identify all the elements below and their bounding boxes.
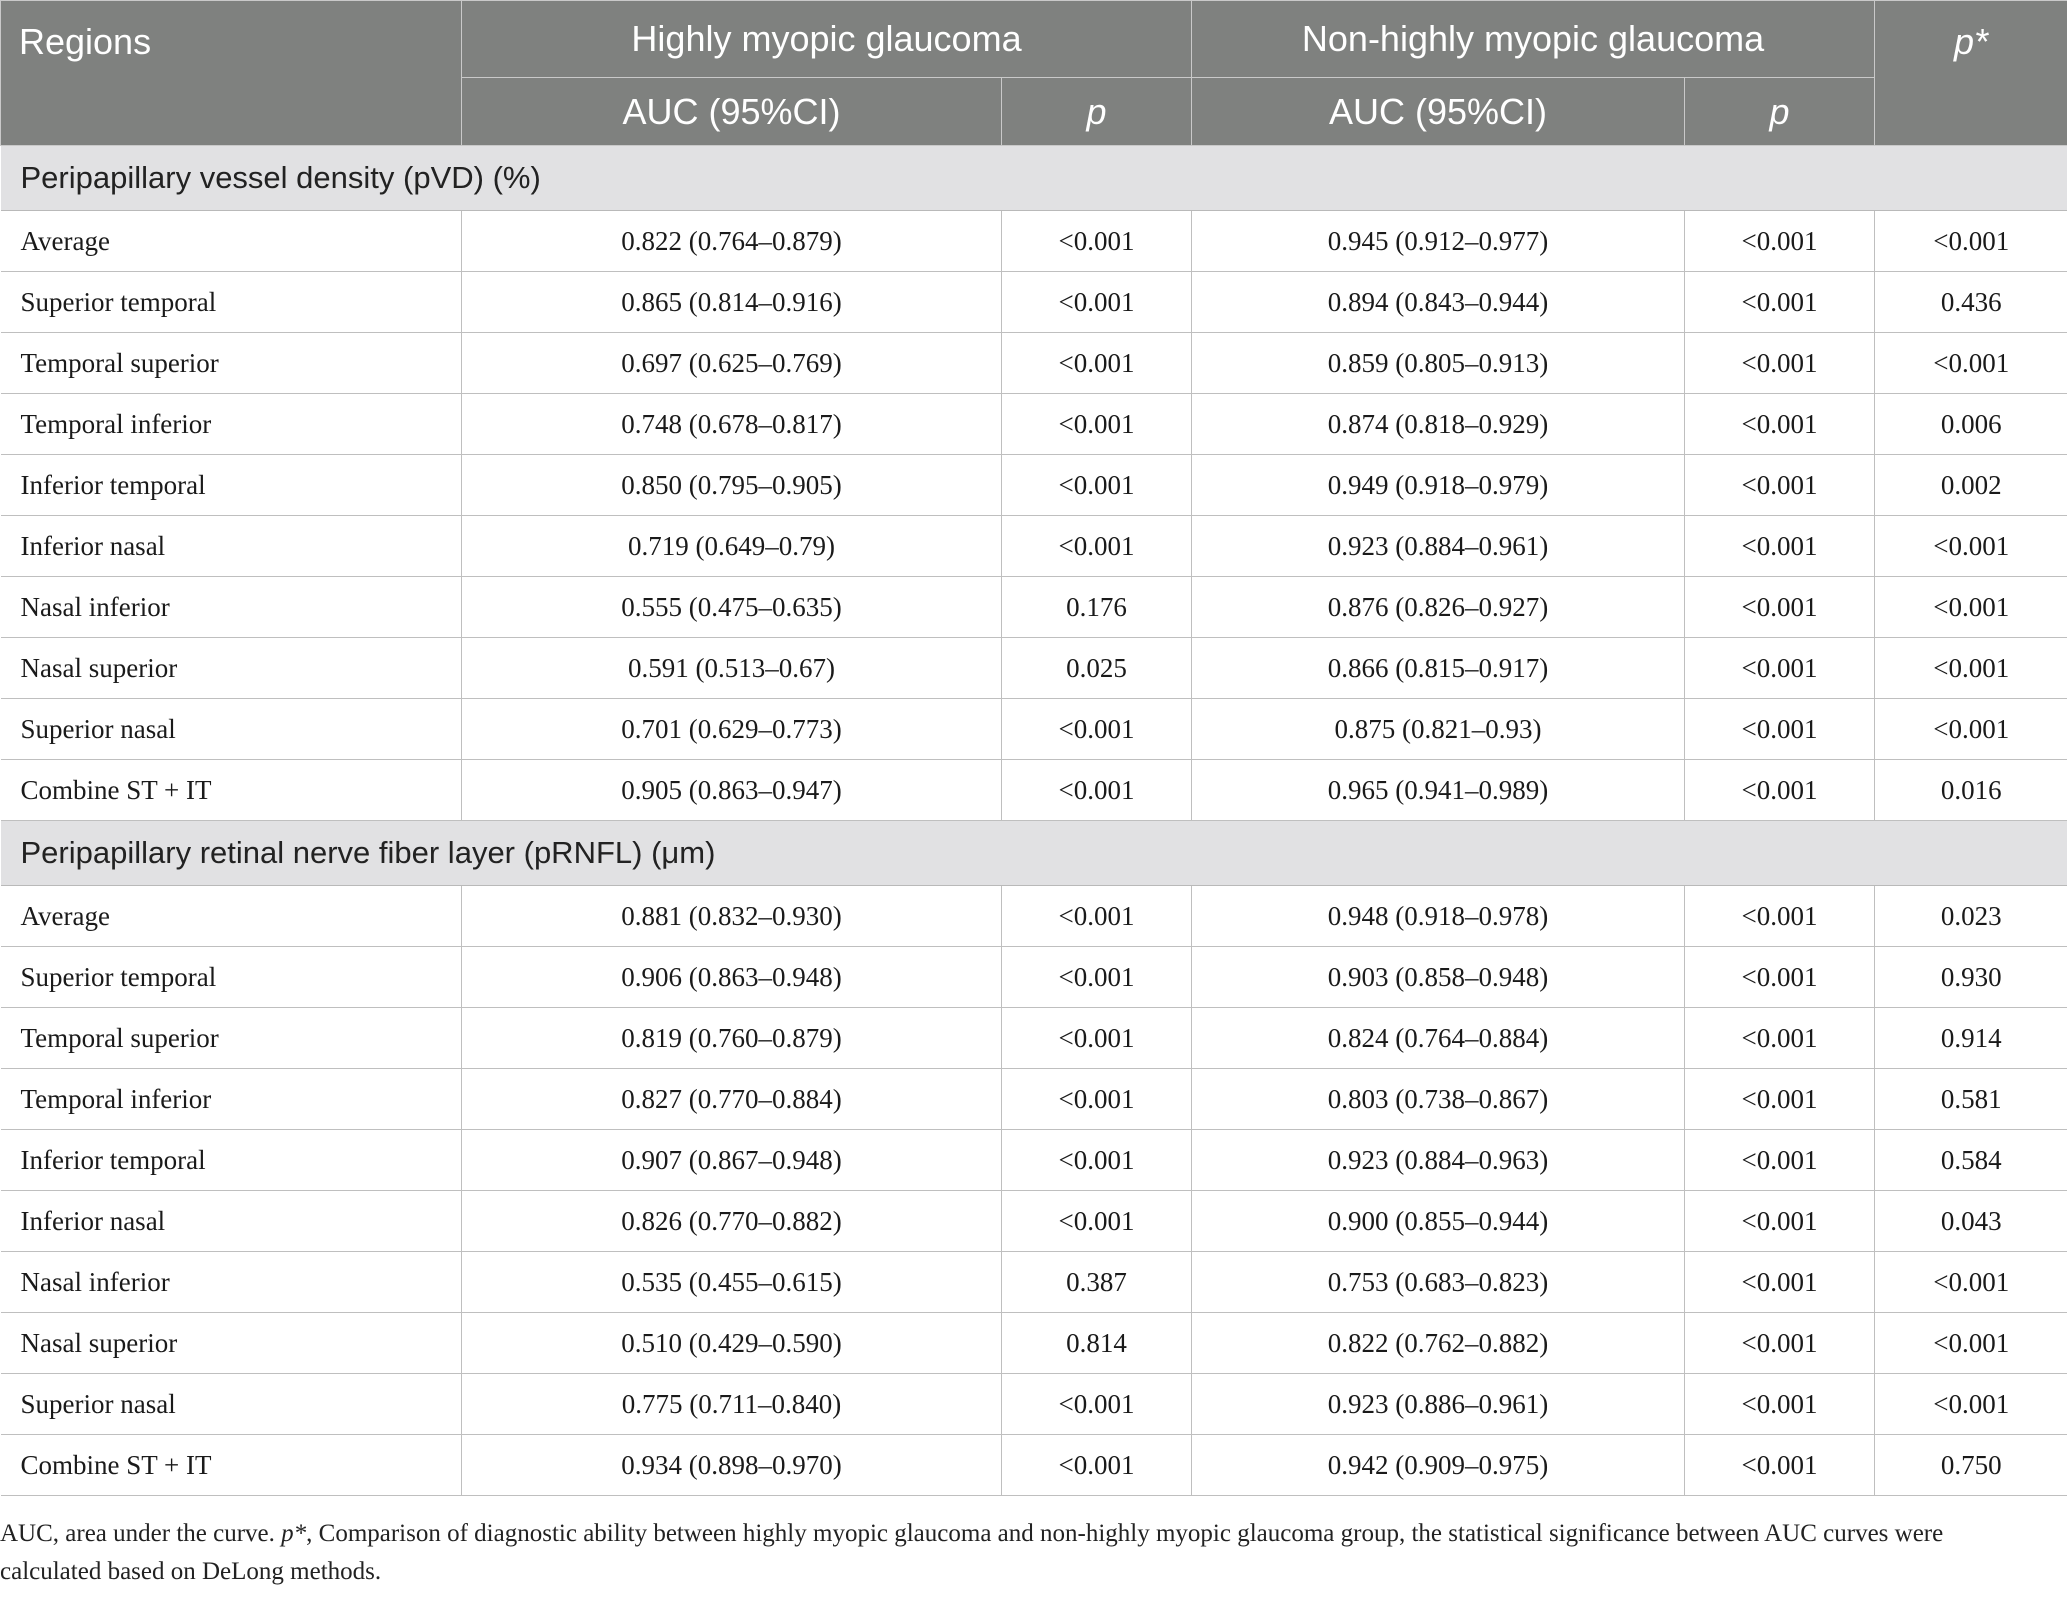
table-row — [1, 1252, 2067, 1313]
table-row — [1, 577, 2067, 638]
header-p-star: p* — [1875, 1, 2067, 146]
p-star-cell: 0.914 — [1875, 1008, 2067, 1069]
table-row — [1, 699, 2067, 760]
auc-non-highly-cell: 0.824 (0.764–0.884) — [1192, 1008, 1685, 1069]
table-header — [1, 1, 2067, 146]
p-star-cell: <0.001 — [1875, 1252, 2067, 1313]
auc-non-highly-cell: 0.965 (0.941–0.989) — [1192, 760, 1685, 821]
region-cell: Average — [1, 886, 462, 947]
footnote-lead: AUC, area under the curve. — [0, 1520, 282, 1547]
p-star-cell: <0.001 — [1875, 333, 2067, 394]
region-cell: Temporal superior — [1, 1008, 462, 1069]
p-non-highly-cell: <0.001 — [1685, 516, 1875, 577]
region-cell: Combine ST + IT — [1, 760, 462, 821]
p-non-highly-cell: <0.001 — [1685, 1252, 1875, 1313]
p-star-cell: <0.001 — [1875, 516, 2067, 577]
p-non-highly-cell: <0.001 — [1685, 1374, 1875, 1435]
table-row — [1, 1435, 2067, 1496]
auc-non-highly-cell: 0.866 (0.815–0.917) — [1192, 638, 1685, 699]
p-highly-cell: <0.001 — [1002, 1008, 1192, 1069]
p-star-cell: 0.584 — [1875, 1130, 2067, 1191]
region-cell: Temporal inferior — [1, 1069, 462, 1130]
table-row — [1, 1313, 2067, 1374]
auc-highly-cell: 0.535 (0.455–0.615) — [462, 1252, 1002, 1313]
p-highly-cell: <0.001 — [1002, 1130, 1192, 1191]
p-non-highly-cell: <0.001 — [1685, 947, 1875, 1008]
auc-highly-cell: 0.775 (0.711–0.840) — [462, 1374, 1002, 1435]
auc-non-highly-cell: 0.822 (0.762–0.882) — [1192, 1313, 1685, 1374]
p-highly-cell: 0.387 — [1002, 1252, 1192, 1313]
header-highly-myopic-glaucoma: Highly myopic glaucoma — [462, 1, 1192, 78]
auc-highly-cell: 0.827 (0.770–0.884) — [462, 1069, 1002, 1130]
auc-highly-cell: 0.905 (0.863–0.947) — [462, 760, 1002, 821]
auc-non-highly-cell: 0.875 (0.821–0.93) — [1192, 699, 1685, 760]
p-highly-cell: <0.001 — [1002, 886, 1192, 947]
p-highly-cell: 0.176 — [1002, 577, 1192, 638]
header-regions: Regions — [1, 1, 462, 146]
table-row — [1, 947, 2067, 1008]
p-non-highly-cell: <0.001 — [1685, 211, 1875, 272]
section-title: Peripapillary vessel density (pVD) (%) — [1, 146, 2067, 211]
p-non-highly-cell: <0.001 — [1685, 699, 1875, 760]
auc-highly-cell: 0.881 (0.832–0.930) — [462, 886, 1002, 947]
p-non-highly-cell: <0.001 — [1685, 638, 1875, 699]
p-star-cell: 0.016 — [1875, 760, 2067, 821]
region-cell: Average — [1, 211, 462, 272]
auc-non-highly-cell: 0.923 (0.884–0.961) — [1192, 516, 1685, 577]
p-highly-cell: <0.001 — [1002, 333, 1192, 394]
p-highly-cell: <0.001 — [1002, 947, 1192, 1008]
region-cell: Superior temporal — [1, 947, 462, 1008]
p-star-cell: <0.001 — [1875, 1313, 2067, 1374]
p-highly-cell: 0.814 — [1002, 1313, 1192, 1374]
header-auc-non-highly: AUC (95%CI) — [1192, 78, 1685, 146]
p-non-highly-cell: <0.001 — [1685, 272, 1875, 333]
auc-highly-cell: 0.719 (0.649–0.79) — [462, 516, 1002, 577]
p-highly-cell: <0.001 — [1002, 1069, 1192, 1130]
auc-highly-cell: 0.748 (0.678–0.817) — [462, 394, 1002, 455]
p-highly-cell: <0.001 — [1002, 699, 1192, 760]
region-cell: Combine ST + IT — [1, 1435, 462, 1496]
p-star-cell: <0.001 — [1875, 699, 2067, 760]
auc-non-highly-cell: 0.894 (0.843–0.944) — [1192, 272, 1685, 333]
region-cell: Superior temporal — [1, 272, 462, 333]
auc-highly-cell: 0.826 (0.770–0.882) — [462, 1191, 1002, 1252]
p-highly-cell: <0.001 — [1002, 394, 1192, 455]
p-non-highly-cell: <0.001 — [1685, 577, 1875, 638]
p-highly-cell: <0.001 — [1002, 516, 1192, 577]
table-row — [1, 1374, 2067, 1435]
auc-non-highly-cell: 0.949 (0.918–0.979) — [1192, 455, 1685, 516]
p-highly-cell: <0.001 — [1002, 211, 1192, 272]
auc-highly-cell: 0.701 (0.629–0.773) — [462, 699, 1002, 760]
region-cell: Inferior temporal — [1, 455, 462, 516]
p-non-highly-cell: <0.001 — [1685, 333, 1875, 394]
p-highly-cell: <0.001 — [1002, 272, 1192, 333]
region-cell: Superior nasal — [1, 1374, 462, 1435]
auc-highly-cell: 0.907 (0.867–0.948) — [462, 1130, 1002, 1191]
section-header-row — [1, 146, 2067, 211]
auc-highly-cell: 0.819 (0.760–0.879) — [462, 1008, 1002, 1069]
table-row — [1, 333, 2067, 394]
auc-highly-cell: 0.822 (0.764–0.879) — [462, 211, 1002, 272]
p-non-highly-cell: <0.001 — [1685, 1069, 1875, 1130]
region-cell: Inferior nasal — [1, 516, 462, 577]
table-row — [1, 272, 2067, 333]
region-cell: Nasal inferior — [1, 577, 462, 638]
table-row — [1, 516, 2067, 577]
region-cell: Nasal superior — [1, 638, 462, 699]
region-cell: Nasal inferior — [1, 1252, 462, 1313]
header-p-highly: p — [1002, 78, 1192, 146]
auc-highly-cell: 0.865 (0.814–0.916) — [462, 272, 1002, 333]
p-star-cell: <0.001 — [1875, 211, 2067, 272]
region-cell: Superior nasal — [1, 699, 462, 760]
table-row — [1, 638, 2067, 699]
auc-highly-cell: 0.510 (0.429–0.590) — [462, 1313, 1002, 1374]
table-footnote — [0, 1515, 2040, 1591]
auc-highly-cell: 0.555 (0.475–0.635) — [462, 577, 1002, 638]
auc-non-highly-cell: 0.923 (0.886–0.961) — [1192, 1374, 1685, 1435]
p-star-cell: 0.002 — [1875, 455, 2067, 516]
header-p-non-highly: p — [1685, 78, 1875, 146]
auc-non-highly-cell: 0.876 (0.826–0.927) — [1192, 577, 1685, 638]
auc-non-highly-cell: 0.803 (0.738–0.867) — [1192, 1069, 1685, 1130]
p-highly-cell: <0.001 — [1002, 1191, 1192, 1252]
region-cell: Temporal inferior — [1, 394, 462, 455]
p-star-cell: 0.436 — [1875, 272, 2067, 333]
table-row — [1, 1130, 2067, 1191]
auc-highly-cell: 0.906 (0.863–0.948) — [462, 947, 1002, 1008]
footnote-p-star: p* — [281, 1520, 307, 1547]
table-row — [1, 1069, 2067, 1130]
auc-highly-cell: 0.934 (0.898–0.970) — [462, 1435, 1002, 1496]
table-row — [1, 394, 2067, 455]
p-star-cell: <0.001 — [1875, 1374, 2067, 1435]
table-row — [1, 211, 2067, 272]
p-star-cell: 0.006 — [1875, 394, 2067, 455]
p-non-highly-cell: <0.001 — [1685, 1435, 1875, 1496]
p-non-highly-cell: <0.001 — [1685, 1130, 1875, 1191]
section-header-row — [1, 821, 2067, 886]
auc-highly-cell: 0.591 (0.513–0.67) — [462, 638, 1002, 699]
auc-non-highly-cell: 0.948 (0.918–0.978) — [1192, 886, 1685, 947]
table-row — [1, 455, 2067, 516]
region-cell: Inferior temporal — [1, 1130, 462, 1191]
p-star-cell: 0.023 — [1875, 886, 2067, 947]
p-star-cell: <0.001 — [1875, 638, 2067, 699]
p-non-highly-cell: <0.001 — [1685, 455, 1875, 516]
p-highly-cell: <0.001 — [1002, 760, 1192, 821]
region-cell: Nasal superior — [1, 1313, 462, 1374]
table-body — [1, 146, 2067, 1496]
auc-non-highly-cell: 0.903 (0.858–0.948) — [1192, 947, 1685, 1008]
p-star-cell: 0.581 — [1875, 1069, 2067, 1130]
header-auc-highly: AUC (95%CI) — [462, 78, 1002, 146]
auc-non-highly-cell: 0.874 (0.818–0.929) — [1192, 394, 1685, 455]
p-non-highly-cell: <0.001 — [1685, 1191, 1875, 1252]
auc-non-highly-cell: 0.900 (0.855–0.944) — [1192, 1191, 1685, 1252]
table-row — [1, 886, 2067, 947]
p-highly-cell: <0.001 — [1002, 1435, 1192, 1496]
table-row — [1, 1008, 2067, 1069]
header-non-highly-myopic-glaucoma: Non-highly myopic glaucoma — [1192, 1, 1875, 78]
p-non-highly-cell: <0.001 — [1685, 1008, 1875, 1069]
p-highly-cell: <0.001 — [1002, 455, 1192, 516]
auc-non-highly-cell: 0.859 (0.805–0.913) — [1192, 333, 1685, 394]
table-row — [1, 1191, 2067, 1252]
auc-non-highly-cell: 0.923 (0.884–0.963) — [1192, 1130, 1685, 1191]
auc-highly-cell: 0.697 (0.625–0.769) — [462, 333, 1002, 394]
p-highly-cell: 0.025 — [1002, 638, 1192, 699]
p-non-highly-cell: <0.001 — [1685, 394, 1875, 455]
auc-highly-cell: 0.850 (0.795–0.905) — [462, 455, 1002, 516]
p-non-highly-cell: <0.001 — [1685, 760, 1875, 821]
p-highly-cell: <0.001 — [1002, 1374, 1192, 1435]
p-star-cell: 0.043 — [1875, 1191, 2067, 1252]
p-star-cell: 0.930 — [1875, 947, 2067, 1008]
p-star-cell: <0.001 — [1875, 577, 2067, 638]
auc-non-highly-cell: 0.945 (0.912–0.977) — [1192, 211, 1685, 272]
region-cell: Temporal superior — [1, 333, 462, 394]
auc-non-highly-cell: 0.753 (0.683–0.823) — [1192, 1252, 1685, 1313]
section-title: Peripapillary retinal nerve fiber layer (pRNFL) (μm) — [1, 821, 2067, 886]
auc-non-highly-cell: 0.942 (0.909–0.975) — [1192, 1435, 1685, 1496]
table-row — [1, 760, 2067, 821]
region-cell: Inferior nasal — [1, 1191, 462, 1252]
p-non-highly-cell: <0.001 — [1685, 886, 1875, 947]
p-star-cell: 0.750 — [1875, 1435, 2067, 1496]
footnote-rest: , Comparison of diagnostic ability between highly myopic glaucoma and non-highly myopic glaucoma group, the statistical significance between AUC curves were calculated based on DeLong methods. — [0, 1520, 1944, 1585]
p-non-highly-cell: <0.001 — [1685, 1313, 1875, 1374]
